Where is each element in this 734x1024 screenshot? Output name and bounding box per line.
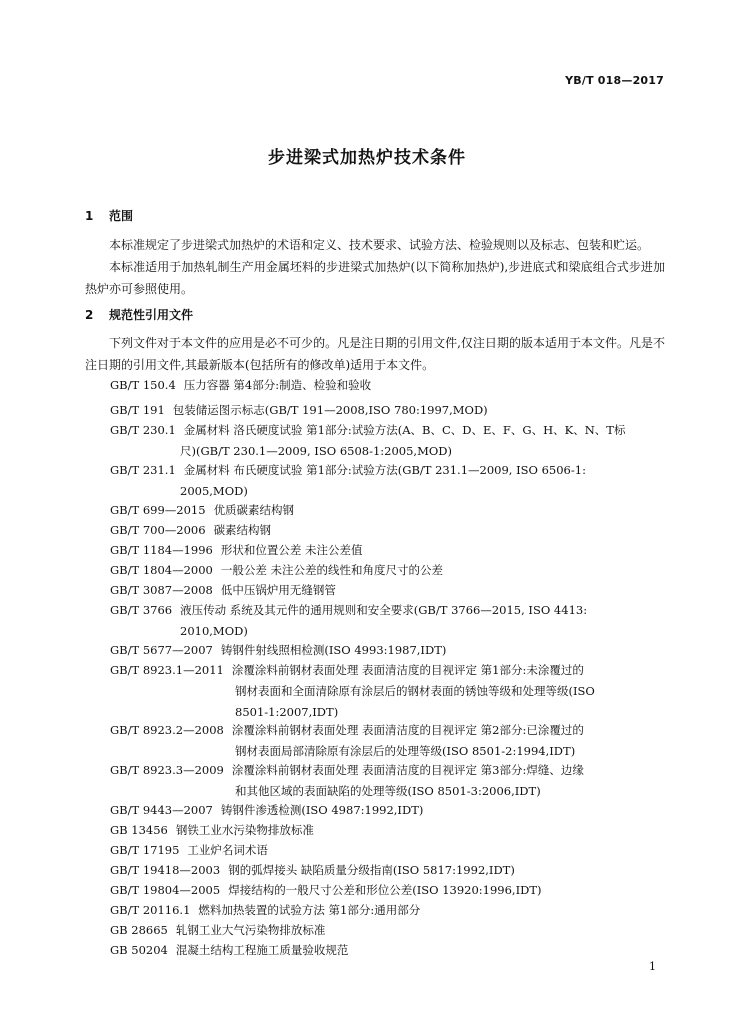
reference-title: 混凝土结构工程施工质量验收规范 [175,943,349,957]
reference-item [110,400,666,421]
reference-title: 钢铁工业水污染物排放标准 [175,823,314,837]
reference-item [110,640,666,661]
reference-title: 铸钢件射线照相检测(ISO 4993:1987,IDT) [220,643,447,657]
reference-code: GB/T 20116.1 [110,903,191,917]
reference-code: GB/T 8923.2—2008 [110,723,224,737]
reference-title: 碳素结构钢 [213,523,272,537]
page-number: 1 [649,960,656,973]
reference-item [110,900,666,921]
reference-item [110,920,666,941]
reference-item [110,660,666,723]
section-number: 2 [85,308,94,322]
reference-title: 铸钢件渗透检测(ISO 4987:1992,IDT) [220,803,424,817]
reference-code: GB/T 231.1 [110,463,176,477]
reference-item [110,500,666,521]
reference-code: GB/T 1804—2000 [110,563,213,577]
reference-item [110,460,666,502]
reference-item [110,820,666,841]
reference-code: GB/T 230.1 [110,423,176,437]
reference-code: GB/T 1184—1996 [110,543,213,557]
reference-item [110,720,666,762]
reference-title: 涂覆涂料前钢材表面处理 表面清洁度的目视评定 第2部分:已涂覆过的 [231,723,584,737]
reference-title: 金属材料 布氏硬度试验 第1部分:试验方法(GB/T 231.1—2009, ISO 6506-1: [183,463,586,477]
reference-code: GB/T 8923.1—2011 [110,663,224,677]
reference-title: 钢的弧焊接头 缺陷质量分级指南(ISO 5817:1992,IDT) [228,863,515,877]
reference-item [110,375,666,396]
reference-item [110,800,666,821]
reference-title: 工业炉名词术语 [187,843,268,857]
reference-code: GB/T 191 [110,403,165,417]
reference-item [110,420,666,462]
reference-item [110,540,666,561]
reference-title: 低中压锅炉用无缝钢管 [220,583,336,597]
reference-code: GB/T 19804—2005 [110,883,221,897]
reference-title: 液压传动 系统及其元件的通用规则和安全要求(GB/T 3766—2015, ISO 4413: [180,603,588,617]
section-1-paragraph-2: 本标准适用于加热轧制生产用金属坯料的步进梁式加热炉(以下简称加热炉),步进底式和梁底组合式步进加热炉亦可参照使用。 [85,260,665,296]
reference-code: GB/T 700—2006 [110,523,206,537]
reference-item [110,760,666,802]
reference-code: GB/T 5677—2007 [110,643,213,657]
reference-title: 优质碳素结构钢 [213,503,295,517]
reference-title: 轧钢工业大气污染物排放标准 [175,923,326,937]
reference-code: GB 50204 [110,943,168,957]
reference-title: 包装储运图示标志(GB/T 191—2008,ISO 780:1997,MOD) [172,403,488,417]
reference-title: 形状和位置公差 未注公差值 [220,543,363,557]
reference-code: GB 28665 [110,923,168,937]
reference-title: 压力容器 第4部分:制造、检验和验收 [183,378,372,392]
reference-title: 涂覆涂料前钢材表面处理 表面清洁度的目视评定 第3部分:焊缝、边缘 [231,763,584,777]
reference-code: GB/T 150.4 [110,378,176,392]
section-title: 范围 [109,209,134,223]
reference-title-continued: 8501-1:2007,IDT) [235,705,339,719]
reference-item [110,520,666,541]
section-1-paragraph-1: 本标准规定了步进梁式加热炉的术语和定义、技术要求、试验方法、检验规则以及标志、包装和贮运。 [109,238,650,252]
reference-item [110,940,666,961]
section-1-heading [85,207,133,224]
section-number: 1 [85,209,94,223]
reference-title-continued: 尺)(GB/T 230.1—2009, ISO 6508-1:2005,MOD) [180,444,452,458]
reference-title: 燃料加热装置的试验方法 第1部分:通用部分 [198,903,421,917]
reference-item [110,860,666,881]
reference-title-continued: 2005,MOD) [180,484,248,498]
reference-title-continued: 钢材表面和全面清除原有涂层后的钢材表面的锈蚀等级和处理等级(ISO [235,684,595,698]
reference-code: GB 13456 [110,823,168,837]
section-title: 规范性引用文件 [109,308,194,322]
reference-code: GB/T 8923.3—2009 [110,763,224,777]
reference-title: 一般公差 未注公差的线性和角度尺寸的公差 [220,563,444,577]
reference-code: GB/T 699—2015 [110,503,206,517]
reference-title-continued: 2010,MOD) [180,624,248,638]
reference-item [110,600,666,642]
reference-item [110,840,666,861]
section-2-intro: 下列文件对于本文件的应用是必不可少的。凡是注日期的引用文件,仅注日期的版本适用于本文件。凡是不注日期的引用文件,其最新版本(包括所有的修改单)适用于本文件。 [85,336,665,372]
reference-code: GB/T 3087—2008 [110,583,213,597]
document-title: 步进梁式加热炉技术条件 [268,148,466,168]
reference-item [110,580,666,601]
reference-code: GB/T 19418—2003 [110,863,221,877]
reference-code: GB/T 9443—2007 [110,803,213,817]
reference-item [110,880,666,901]
standard-code: YB/T 018—2017 [565,74,664,87]
reference-title-continued: 钢材表面局部清除原有涂层后的处理等级(ISO 8501-2:1994,IDT) [235,744,576,758]
reference-title-continued: 和其他区域的表面缺陷的处理等级(ISO 8501-3:2006,IDT) [235,784,541,798]
reference-code: GB/T 3766 [110,603,173,617]
section-2-heading [85,306,193,323]
reference-item [110,560,666,581]
reference-title: 涂覆涂料前钢材表面处理 表面清洁度的目视评定 第1部分:未涂覆过的 [231,663,584,677]
reference-title: 金属材料 洛氏硬度试验 第1部分:试验方法(A、B、C、D、E、F、G、H、K、N、T标 [183,423,626,437]
reference-title: 焊接结构的一般尺寸公差和形位公差(ISO 13920:1996,IDT) [228,883,542,897]
reference-code: GB/T 17195 [110,843,180,857]
